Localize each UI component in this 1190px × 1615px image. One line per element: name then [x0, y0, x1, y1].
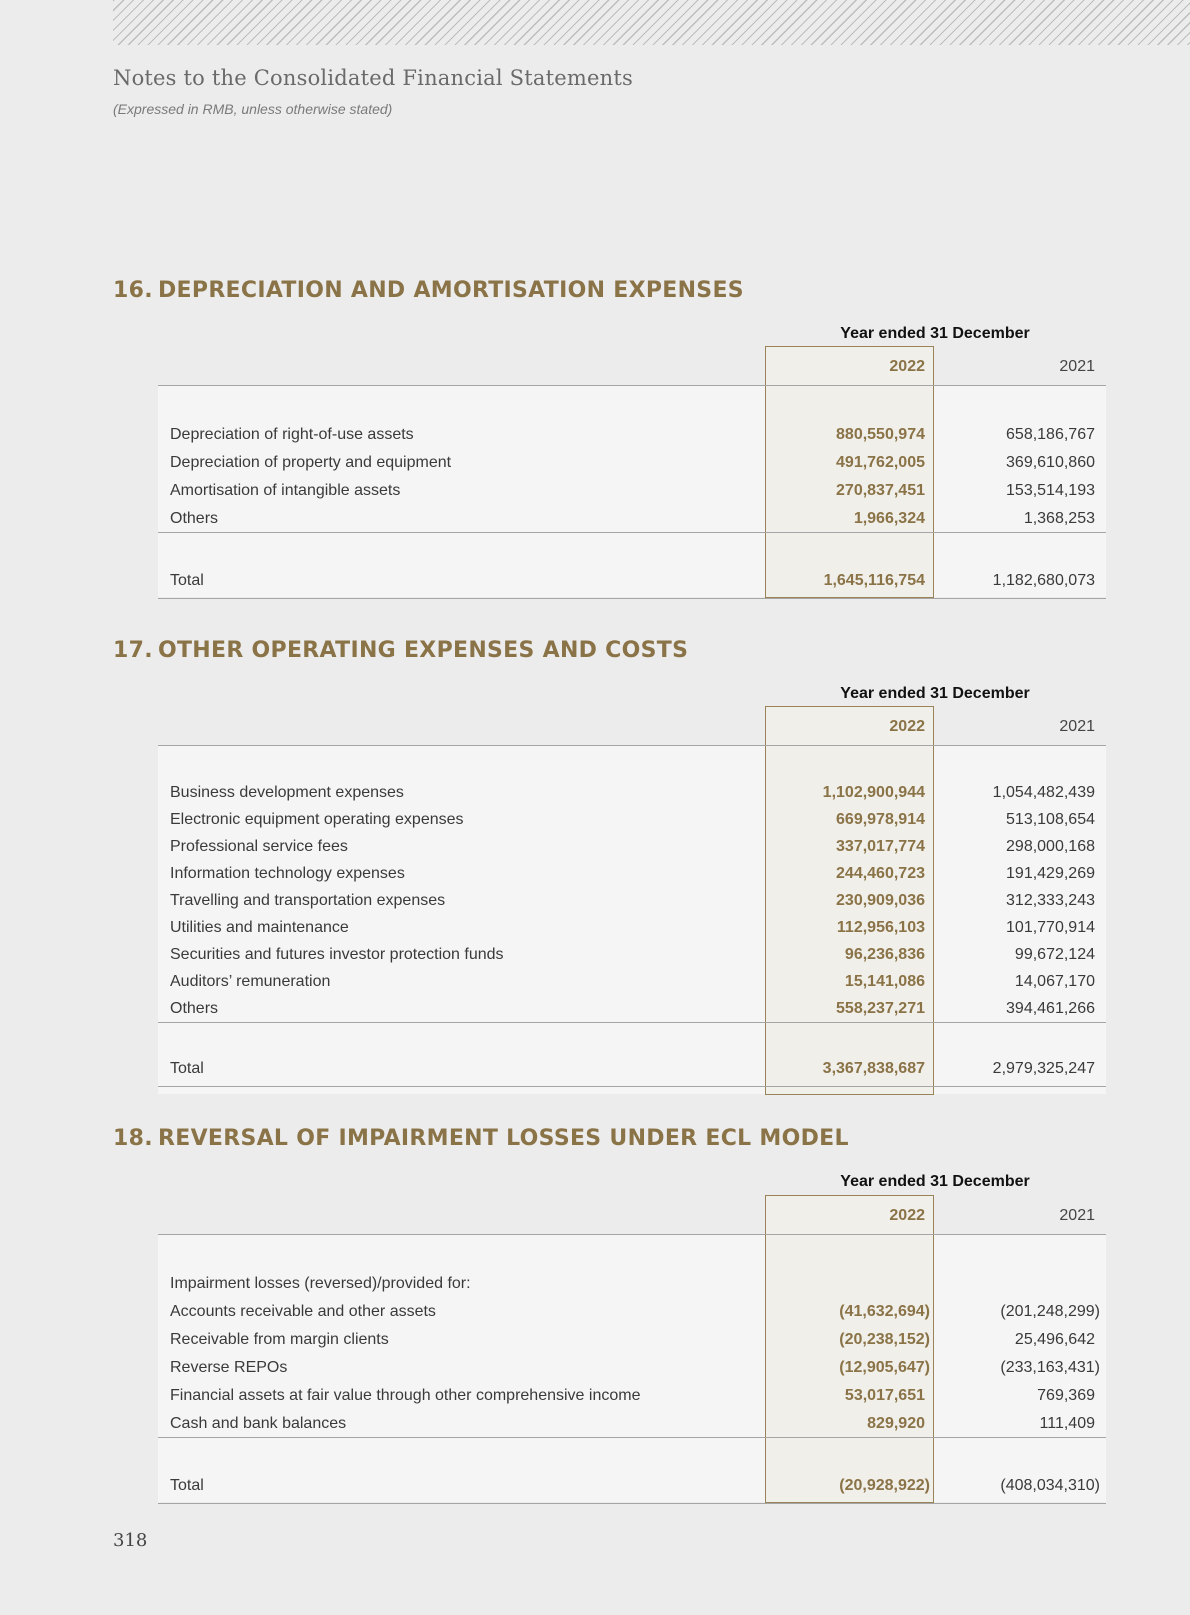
- row-label: Accounts receivable and other assets: [170, 1303, 436, 1320]
- value-2022: 112,956,103: [836, 919, 925, 936]
- intro-label: Impairment losses (reversed)/provided for:: [170, 1275, 471, 1292]
- row-label: Securities and futures investor protection funds: [170, 946, 504, 963]
- value-2021: 99,672,124: [1014, 946, 1095, 963]
- row-label: Business development expenses: [170, 784, 404, 801]
- value-2022: 244,460,723: [836, 865, 925, 882]
- total-row: [0, 1060, 1190, 1087]
- table-row: [0, 784, 1190, 811]
- section-number: 16.: [113, 278, 153, 303]
- section-number: 17.: [113, 638, 153, 663]
- value-2022: 337,017,774: [836, 838, 925, 855]
- value-2021: 658,186,767: [1006, 426, 1095, 443]
- total-label: Total: [170, 572, 204, 589]
- table-row: [0, 973, 1190, 1000]
- value-2021: 1,368,253: [1023, 510, 1095, 527]
- row-label: Auditors’ remuneration: [170, 973, 331, 990]
- table-row: [0, 1303, 1190, 1330]
- row-label: Financial assets at fair value through other comprehensive income: [170, 1387, 641, 1404]
- value-2022: 1,966,324: [853, 510, 925, 527]
- total-2022: (20,928,922): [839, 1477, 930, 1494]
- value-2022: (41,632,694): [839, 1303, 930, 1320]
- value-2021: 191,429,269: [1006, 865, 1095, 882]
- table-row: [0, 946, 1190, 973]
- total-2022: 1,645,116,754: [823, 572, 925, 589]
- table-row: [0, 892, 1190, 919]
- subtotal-divider: [158, 1022, 1106, 1023]
- total-divider: [158, 1086, 1106, 1087]
- period-label: Year ended 31 December: [840, 325, 1030, 342]
- value-2022: 53,017,651: [844, 1387, 925, 1404]
- value-2022: 491,762,005: [836, 454, 925, 471]
- row-label: Reverse REPOs: [170, 1359, 288, 1376]
- row-label: Depreciation of property and equipment: [170, 454, 452, 471]
- value-2022: 270,837,451: [836, 482, 925, 499]
- table-row: [0, 482, 1190, 509]
- value-2021: 394,461,266: [1006, 1000, 1095, 1017]
- value-2021: (233,163,431): [1000, 1359, 1100, 1376]
- total-row: [0, 572, 1190, 599]
- table-row: [0, 1331, 1190, 1358]
- section-title: DEPRECIATION AND AMORTISATION EXPENSES: [158, 278, 744, 303]
- total-divider: [158, 1503, 1106, 1504]
- intro-row: [0, 1275, 1190, 1302]
- value-2021: (201,248,299): [1000, 1303, 1100, 1320]
- value-2022: 829,920: [867, 1415, 925, 1432]
- table-row: [0, 426, 1190, 453]
- value-2021: 1,054,482,439: [992, 784, 1095, 801]
- table-row: [0, 838, 1190, 865]
- row-label: Utilities and maintenance: [170, 919, 349, 936]
- row-label: Information technology expenses: [170, 865, 405, 882]
- section-heading: [113, 1126, 849, 1151]
- total-2021: 1,182,680,073: [992, 572, 1095, 589]
- column-header-2022: 2022: [889, 1207, 925, 1224]
- row-label: Depreciation of right-of-use assets: [170, 426, 414, 443]
- total-2021: (408,034,310): [1000, 1477, 1100, 1494]
- table-row: [0, 454, 1190, 481]
- section-heading: [113, 278, 744, 303]
- period-label: Year ended 31 December: [840, 1173, 1030, 1190]
- column-header-2021: 2021: [1059, 1207, 1095, 1224]
- page-number: 318: [113, 1530, 148, 1551]
- row-label: Professional service fees: [170, 838, 348, 855]
- value-2021: 101,770,914: [1006, 919, 1095, 936]
- value-2021: 14,067,170: [1014, 973, 1095, 990]
- value-2022: 558,237,271: [836, 1000, 925, 1017]
- column-header-2021: 2021: [1059, 358, 1095, 375]
- section-number: 18.: [113, 1126, 153, 1151]
- value-2021: 25,496,642: [1014, 1331, 1095, 1348]
- total-label: Total: [170, 1060, 204, 1077]
- value-2021: 513,108,654: [1006, 811, 1095, 828]
- value-2022: 96,236,836: [844, 946, 925, 963]
- header-divider: [158, 385, 1106, 386]
- row-label: Others: [170, 510, 219, 527]
- subtotal-divider: [158, 532, 1106, 533]
- value-2021: 111,409: [1039, 1415, 1095, 1432]
- value-2022: (12,905,647): [839, 1359, 930, 1376]
- value-2021: 312,333,243: [1006, 892, 1095, 909]
- value-2022: 230,909,036: [836, 892, 925, 909]
- row-label: Cash and bank balances: [170, 1415, 347, 1432]
- row-label: Electronic equipment operating expenses: [170, 811, 464, 828]
- row-label: Amortisation of intangible assets: [170, 482, 401, 499]
- value-2022: 15,141,086: [844, 973, 925, 990]
- header-divider: [158, 745, 1106, 746]
- value-2021: 298,000,168: [1006, 838, 1095, 855]
- column-header-2022: 2022: [889, 718, 925, 735]
- header-divider: [158, 1234, 1106, 1235]
- row-label: Travelling and transportation expenses: [170, 892, 446, 909]
- table-row: [0, 811, 1190, 838]
- table-row: [0, 919, 1190, 946]
- column-header-2021: 2021: [1059, 718, 1095, 735]
- value-2022: (20,238,152): [839, 1331, 930, 1348]
- total-divider: [158, 598, 1106, 599]
- value-2021: 153,514,193: [1006, 482, 1095, 499]
- column-header-2022: 2022: [889, 358, 925, 375]
- total-label: Total: [170, 1477, 204, 1494]
- value-2022: 880,550,974: [836, 426, 925, 443]
- value-2022: 1,102,900,944: [822, 784, 925, 801]
- table-row: [0, 865, 1190, 892]
- table-row: [0, 1359, 1190, 1386]
- section-title: REVERSAL OF IMPAIRMENT LOSSES UNDER ECL MODEL: [158, 1126, 849, 1151]
- row-label: Receivable from margin clients: [170, 1331, 389, 1348]
- table-row: [0, 1387, 1190, 1414]
- subtotal-divider: [158, 1437, 1106, 1438]
- section-heading: [113, 638, 688, 663]
- total-2021: 2,979,325,247: [992, 1060, 1095, 1077]
- page-subtitle: (Expressed in RMB, unless otherwise stated): [113, 101, 393, 117]
- total-row: [0, 1477, 1190, 1504]
- value-2022: 669,978,914: [836, 811, 925, 828]
- section-title: OTHER OPERATING EXPENSES AND COSTS: [158, 638, 689, 663]
- page-title: Notes to the Consolidated Financial Statements: [113, 66, 633, 90]
- period-label: Year ended 31 December: [840, 685, 1030, 702]
- total-2022: 3,367,838,687: [822, 1060, 925, 1077]
- value-2021: 769,369: [1037, 1387, 1095, 1404]
- value-2021: 369,610,860: [1006, 454, 1095, 471]
- header-hatch-band: [113, 0, 1190, 45]
- row-label: Others: [170, 1000, 219, 1017]
